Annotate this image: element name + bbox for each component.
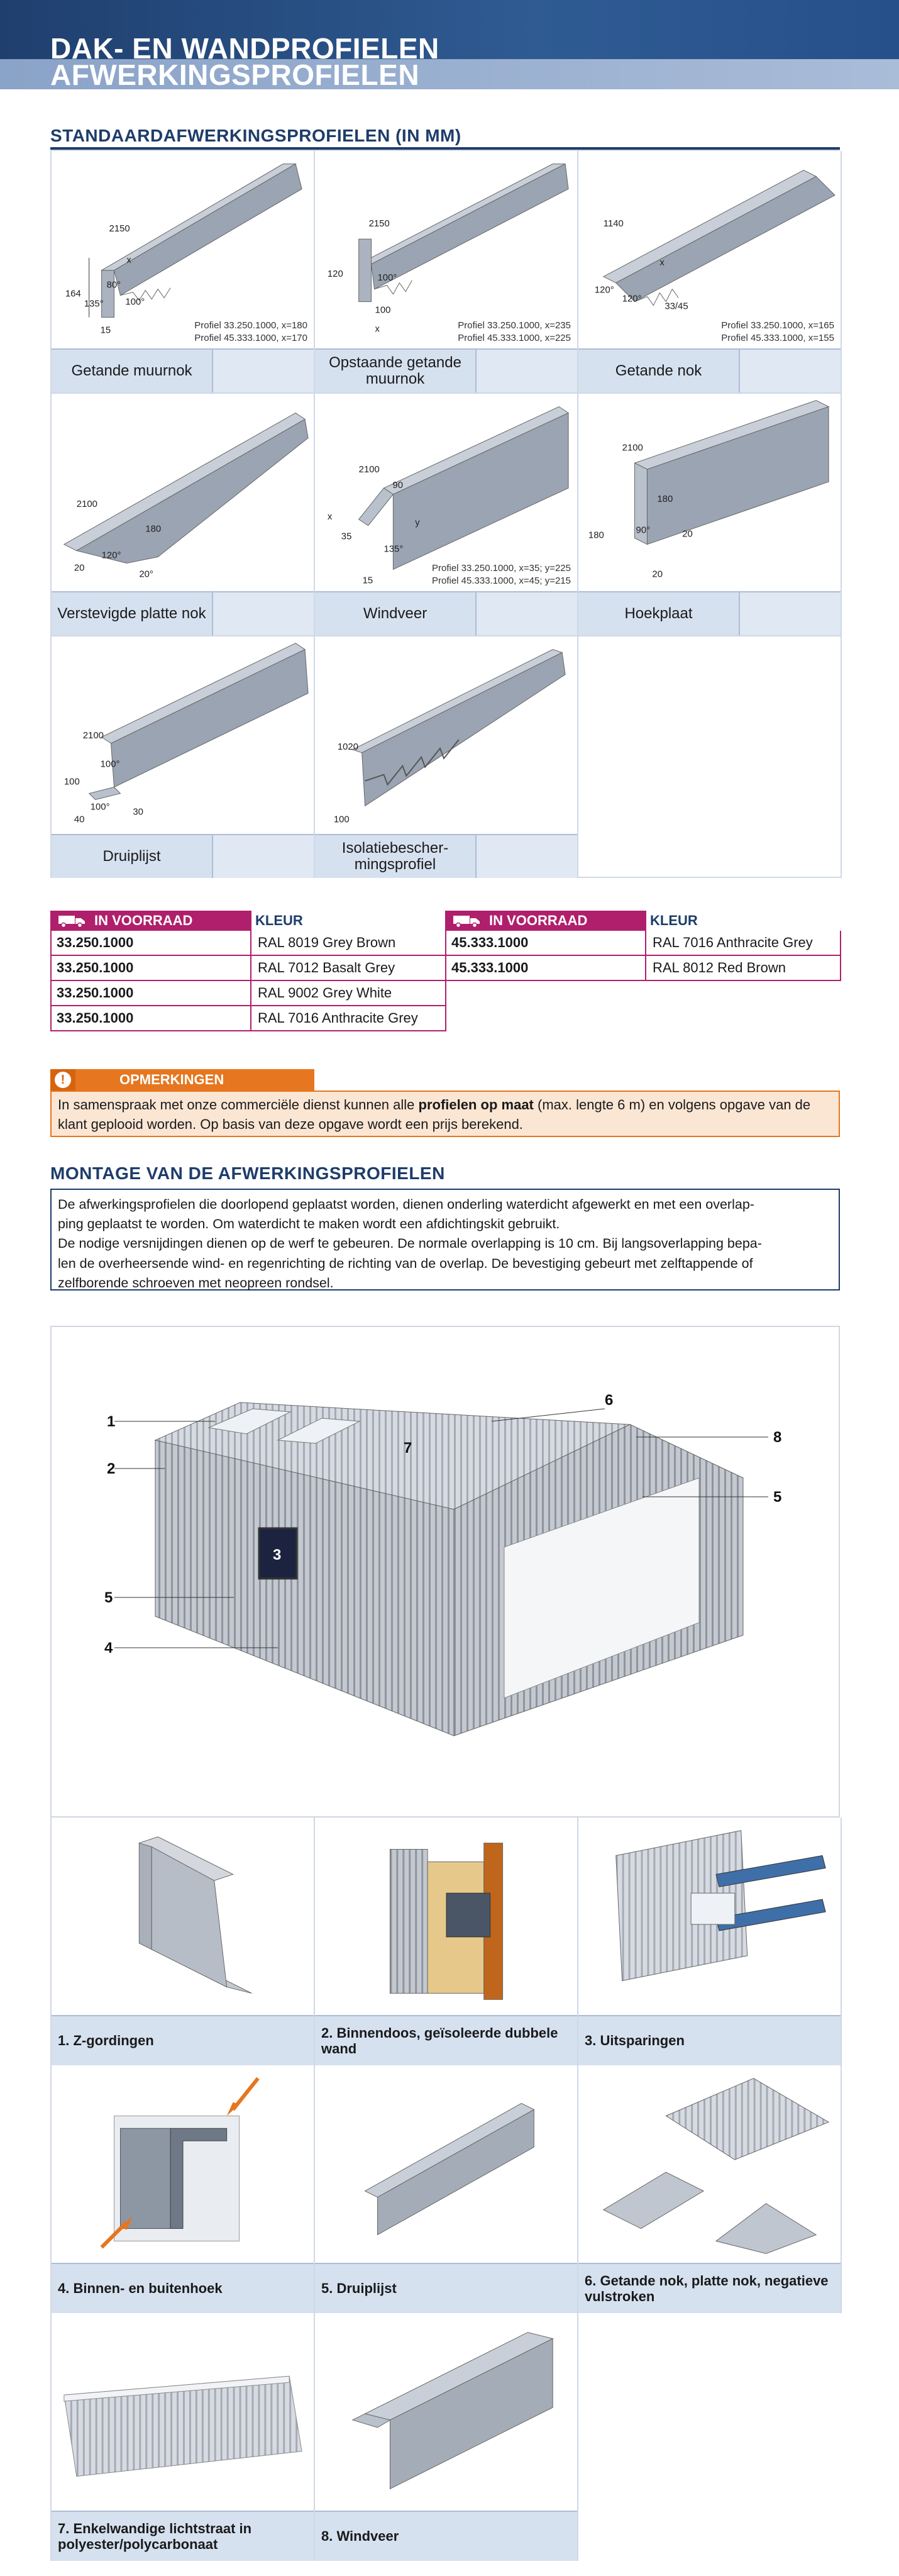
dim-label: 164 xyxy=(65,288,81,299)
profile-card-verstevigde-platte-nok xyxy=(52,394,315,636)
profile-drawing-isolatiebeschermingsprofiel xyxy=(315,636,577,834)
stock-color: RAL 8012 Red Brown xyxy=(653,960,786,975)
stock-code: 33.250.1000 xyxy=(52,956,251,980)
component-image-uitsparingen xyxy=(578,1818,841,2015)
profile-label-row xyxy=(315,591,577,635)
component-image-druiplijst xyxy=(315,2065,577,2263)
profile-label-blank xyxy=(477,835,577,878)
dim-label: 30 xyxy=(133,806,143,818)
profile-spec: Profiel 33.250.1000, x=165 Profiel 45.333.1000, x=155 xyxy=(721,320,834,344)
profile-label-blank xyxy=(740,350,841,392)
profile-card-hoekplaat xyxy=(578,394,842,636)
profile-drawing-getande-muurnok xyxy=(52,151,314,348)
dim-label: 40 xyxy=(74,814,85,825)
dim-label: 20° xyxy=(139,569,153,580)
dim-label: 100° xyxy=(90,801,110,813)
dim-label: 2100 xyxy=(358,464,380,475)
dim-label: 100 xyxy=(63,776,80,787)
profile-label-blank xyxy=(213,592,314,635)
stock-header: IN VOORRAAD xyxy=(50,911,251,931)
truck-icon xyxy=(58,914,87,928)
dim-label: 135° xyxy=(84,298,104,309)
stock-table-33250 xyxy=(50,911,446,1036)
component-image-windveer xyxy=(315,2313,577,2511)
stock-code: 33.250.1000 xyxy=(52,1006,251,1030)
dim-label: 180 xyxy=(588,530,604,541)
profile-spec: Profiel 33.250.1000, x=180 Profiel 45.333.1000, x=170 xyxy=(194,320,307,344)
stock-row xyxy=(50,1006,446,1031)
component-image-binnen-buitenhoek xyxy=(52,2065,314,2263)
component-card-lichtstraat xyxy=(52,2313,315,2561)
profile-card-druiplijst xyxy=(52,636,315,878)
profile-drawing-windveer xyxy=(315,394,577,591)
dim-label: 100 xyxy=(375,304,391,316)
callout-number: 4 xyxy=(104,1640,113,1657)
stock-row xyxy=(445,956,841,981)
page-title: DAK- EN WANDPROFIELEN xyxy=(50,32,439,65)
component-label: 7. Enkelwandige lichtstraat in polyester/polycarbonaat xyxy=(52,2511,314,2561)
profile-label-row xyxy=(315,834,577,878)
profile-label-blank xyxy=(213,350,314,392)
stock-header-color: KLEUR xyxy=(255,913,303,928)
dim-label: 100° xyxy=(125,296,145,308)
profile-label-row xyxy=(52,348,314,392)
profile-card-getande-muurnok xyxy=(52,151,315,394)
profile-card-isolatiebeschermingsprofiel xyxy=(315,636,578,878)
callout-number: 2 xyxy=(107,1460,116,1477)
dim-label: 80° xyxy=(106,279,121,291)
callout-number: 1 xyxy=(107,1413,116,1430)
dim-label: 2150 xyxy=(368,218,390,230)
stock-table-45333 xyxy=(445,911,841,986)
dim-label: 100 xyxy=(333,814,350,825)
building-illustration xyxy=(50,1326,840,1818)
stock-color: RAL 7012 Basalt Grey xyxy=(258,960,395,975)
callout-number: 3 xyxy=(273,1546,282,1563)
profile-spec: Profiel 33.250.1000, x=35; y=225 Profiel 45.333.1000, x=45; y=215 xyxy=(431,563,571,587)
component-label: 5. Druiplijst xyxy=(315,2263,577,2313)
component-label: 3. Uitsparingen xyxy=(578,2015,841,2065)
component-card-z-gordingen xyxy=(52,1818,315,2065)
dim-label: 180 xyxy=(657,493,673,504)
dim-label: x xyxy=(375,323,380,335)
dim-label: 2100 xyxy=(622,442,643,453)
dim-label: 2100 xyxy=(76,498,97,509)
stock-color: RAL 7016 Anthracite Grey xyxy=(653,935,813,950)
dim-label: 100° xyxy=(100,758,120,770)
profile-label-row xyxy=(315,348,577,392)
profile-label-row xyxy=(52,834,314,878)
component-card-nok-vulstroken xyxy=(578,2065,842,2313)
components-grid xyxy=(50,1818,840,2561)
stock-code: 33.250.1000 xyxy=(52,931,251,955)
truck-icon xyxy=(453,914,482,928)
dim-label: x xyxy=(327,511,333,522)
profile-grid xyxy=(50,150,840,878)
profile-card-windveer xyxy=(315,394,578,636)
dim-label: 33/45 xyxy=(665,301,688,312)
dim-label: 1140 xyxy=(603,218,624,230)
profile-name: Druiplijst xyxy=(52,835,213,878)
profile-label-blank xyxy=(740,592,841,635)
component-label: 2. Binnendoos, geïsoleerde dubbele wand xyxy=(315,2015,577,2065)
callout-number: 8 xyxy=(773,1429,782,1446)
profile-label-row xyxy=(578,591,841,635)
profile-name: Getande nok xyxy=(578,350,740,392)
dim-label: y xyxy=(415,517,420,528)
profile-label-row xyxy=(578,348,841,392)
profile-drawing-opstaande-getande-muurnok xyxy=(315,151,577,348)
dim-label: 2150 xyxy=(109,223,130,235)
callout-number: 7 xyxy=(404,1440,412,1457)
standard-profiles-title: STANDAARDAFWERKINGSPROFIELEN (IN MM) xyxy=(50,126,461,145)
component-image-nok-vulstroken xyxy=(578,2065,841,2263)
dim-label: 120 xyxy=(327,268,343,279)
stock-color: RAL 9002 Grey White xyxy=(258,985,392,1001)
component-card-binnen-buitenhoek xyxy=(52,2065,315,2313)
stock-row xyxy=(445,931,841,956)
stock-row xyxy=(50,981,446,1006)
montage-title: MONTAGE VAN DE AFWERKINGSPROFIELEN xyxy=(50,1163,445,1183)
callout-number: 5 xyxy=(104,1589,113,1606)
dim-label: 1020 xyxy=(337,741,359,752)
stock-color: RAL 7016 Anthracite Grey xyxy=(258,1010,418,1026)
profile-spec: Profiel 33.250.1000, x=235 Profiel 45.333.1000, x=225 xyxy=(458,320,571,344)
stock-code: 33.250.1000 xyxy=(52,981,251,1005)
component-image-binnendoos xyxy=(315,1818,577,2015)
montage-text: De afwerkingsprofielen die doorlopend geplaatst worden, dienen onderling waterdicht afgewerkt en met een overlap- ping geplaatst te worden. Om waterdicht te maken wordt een afdichtingskit gebruikt. De nodige versnijdingen dienen op de werf te gebeuren. De normale overlapping is 10 cm. Bij langsoverlapping bepa- len de overheersende wind- en regenrichting de richting van de overlap. De bevestiging gebeurt met zelftappende of zelfborende schroeven met neopreen rondsel. xyxy=(50,1189,840,1291)
dim-label: 180 xyxy=(145,523,162,535)
profile-name: Isolatiebescher-mingsprofiel xyxy=(315,835,477,878)
component-label: 1. Z-gordingen xyxy=(52,2015,314,2065)
stock-code: 45.333.1000 xyxy=(446,931,646,955)
profile-drawing-verstevigde-platte-nok xyxy=(52,394,314,591)
component-image-lichtstraat xyxy=(52,2313,314,2511)
dim-label: x xyxy=(126,254,131,265)
stock-header-color: KLEUR xyxy=(650,913,698,928)
stock-color: RAL 8019 Grey Brown xyxy=(258,935,396,950)
profile-label-blank xyxy=(477,350,577,392)
profile-name: Verstevigde platte nok xyxy=(52,592,213,635)
stock-row xyxy=(50,931,446,956)
profile-label-row xyxy=(52,591,314,635)
dim-label: 135° xyxy=(383,543,404,555)
profile-drawing-hoekplaat xyxy=(578,394,841,591)
dim-label: 20 xyxy=(652,569,663,580)
profile-drawing-druiplijst xyxy=(52,636,314,834)
dim-label: 35 xyxy=(341,531,352,542)
dim-label: 15 xyxy=(362,575,373,586)
page-subtitle: AFWERKINGSPROFIELEN xyxy=(50,58,420,91)
stock-header: IN VOORRAAD xyxy=(445,911,646,931)
dim-label: 120° xyxy=(594,284,614,296)
exclamation-icon: ! xyxy=(50,1069,75,1091)
component-label: 6. Getande nok, platte nok, negatieve vulstroken xyxy=(578,2263,841,2313)
stock-row xyxy=(50,956,446,981)
callout-number: 5 xyxy=(773,1489,782,1506)
profile-label-blank xyxy=(477,592,577,635)
component-image-z-gordingen xyxy=(52,1818,314,2015)
remarks-text: In samenspraak met onze commerciële dienst kunnen alle profielen op maat (max. lengte 6 m) en volgens opgave van de klant geplooid worden. Op basis van deze opgave wordt een prijs berekend. xyxy=(50,1091,840,1137)
dim-label: 120° xyxy=(101,550,121,561)
dim-label: 20 xyxy=(74,562,85,574)
page-header xyxy=(0,0,899,89)
component-card-druiplijst xyxy=(315,2065,578,2313)
stock-code: 45.333.1000 xyxy=(446,956,646,980)
profile-card-getande-nok xyxy=(578,151,842,394)
profile-name: Hoekplaat xyxy=(578,592,740,635)
profile-name: Getande muurnok xyxy=(52,350,213,392)
component-card-uitsparingen xyxy=(578,1818,842,2065)
dim-label: 100° xyxy=(377,272,397,283)
remarks-header: ! OPMERKINGEN xyxy=(50,1069,314,1091)
callout-number: 6 xyxy=(605,1392,614,1409)
profile-name: Windveer xyxy=(315,592,477,635)
component-card-empty xyxy=(578,2313,842,2561)
dim-label: 2100 xyxy=(82,730,104,741)
component-card-binnendoos xyxy=(315,1818,578,2065)
component-label: 8. Windveer xyxy=(315,2511,577,2561)
component-card-windveer xyxy=(315,2313,578,2561)
dim-label: 120° xyxy=(622,293,642,304)
dim-label: 90° xyxy=(636,525,651,536)
profile-name: Opstaande getande muurnok xyxy=(315,350,477,392)
profile-card-empty xyxy=(578,636,842,878)
profile-label-blank xyxy=(213,835,314,878)
dim-label: 15 xyxy=(100,325,111,336)
dim-label: x xyxy=(659,257,665,268)
profile-card-opstaande-getande-muurnok xyxy=(315,151,578,394)
dim-label: 20 xyxy=(682,528,693,540)
component-label: 4. Binnen- en buitenhoek xyxy=(52,2263,314,2313)
profile-drawing-getande-nok xyxy=(578,151,841,348)
dim-label: 90 xyxy=(392,480,404,491)
